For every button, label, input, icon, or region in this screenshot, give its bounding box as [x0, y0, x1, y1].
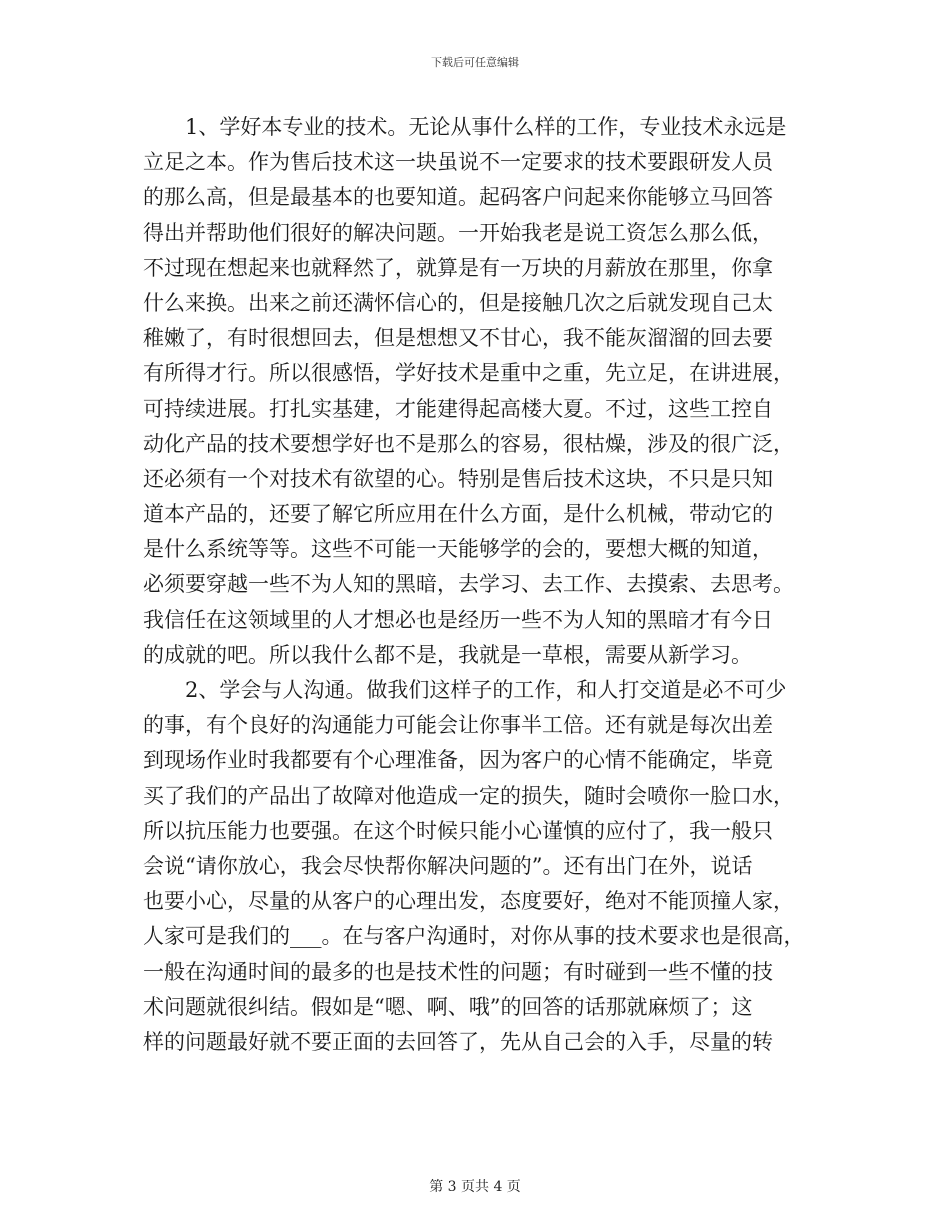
- body-line: 必须要穿越一些不为人知的黑暗，去学习、去工作、去摸索、去思考。: [143, 572, 794, 597]
- body-line: 还必须有一个对技术有欲望的心。特别是售后技术这块，不只是只知: [143, 466, 773, 491]
- body-line: 2、学会与人沟通。做我们这样子的工作，和人打交道是必不可少: [185, 678, 787, 702]
- body-line: 术问题就很纠结。假如是“嗯、啊、哦”的回答的话那就麻烦了；这: [143, 994, 753, 1019]
- body-line: 所以抗压能力也要强。在这个时候只能小心谨慎的应付了，我一般只: [143, 818, 773, 843]
- body-line: 立足之本。作为售后技术这一块虽说不一定要求的技术要跟研发人员: [143, 150, 773, 175]
- body-line: 的那么高，但是最基本的也要知道。起码客户问起来你能够立马回答: [143, 185, 773, 210]
- body-line: 1、学好本专业的技术。无论从事什么样的工作，专业技术永远是: [185, 115, 787, 139]
- body-line: 得出并帮助他们很好的解决问题。一开始我老是说工资怎么那么低，: [143, 220, 773, 245]
- body-line: 什么来换。出来之前还满怀信心的，但是接触几次之后就发现自己太: [143, 290, 773, 315]
- body-line: 买了我们的产品出了故障对他造成一定的损失，随时会喷你一脸口水，: [143, 783, 794, 808]
- body-line: 样的问题最好就不要正面的去回答了，先从自己会的入手，尽量的转: [143, 1029, 773, 1054]
- body-line: 稚嫩了，有时很想回去，但是想想又不甘心，我不能灰溜溜的回去要: [143, 326, 773, 351]
- document-body: [143, 110, 823, 1060]
- body-line: 可持续进展。打扎实基建，才能建得起高楼大夏。不过，这些工控自: [143, 396, 773, 421]
- body-line: 也要小心，尽量的从客户的心理出发，态度要好，绝对不能顶撞人家，: [143, 889, 794, 914]
- page-header: 下载后可任意编辑: [431, 56, 519, 69]
- body-line: 一般在沟通时间的最多的也是技术性的问题；有时碰到一些不懂的技: [143, 959, 773, 984]
- body-line: 道本产品的，还要了解它所应用在什么方面，是什么机械，带动它的: [143, 502, 773, 527]
- body-line: 不过现在想起来也就释然了，就算是有一万块的月薪放在那里，你拿: [143, 255, 773, 280]
- body-line: 我信任在这领域里的人才想必也是经历一些不为人知的黑暗才有今日: [143, 607, 773, 632]
- body-line: 有所得才行。所以很感悟，学好技术是重中之重，先立足，在讲进展，: [143, 361, 794, 386]
- body-line: 的事，有个良好的沟通能力可能会让你事半工倍。还有就是每次出差: [143, 713, 773, 738]
- body-line: 是什么系统等等。这些不可能一天能够学的会的，要想大概的知道，: [143, 537, 773, 562]
- body-line: 动化产品的技术要想学好也不是那么的容易，很枯燥，涉及的很广泛，: [143, 431, 794, 456]
- body-line: 的成就的吧。所以我什么都不是，我就是一草根，需要从新学习。: [143, 642, 752, 667]
- page-number: 第 3 页共 4 页: [429, 1179, 521, 1195]
- body-line: 会说“请你放心，我会尽快帮你解决问题的”。还有出门在外，说话: [143, 853, 753, 878]
- body-line: 到现场作业时我都要有个心理准备，因为客户的心情不能确定，毕竟: [143, 748, 773, 773]
- body-line: 人家可是我们的___。在与客户沟通时，对你从事的技术要求也是很高，: [143, 924, 805, 949]
